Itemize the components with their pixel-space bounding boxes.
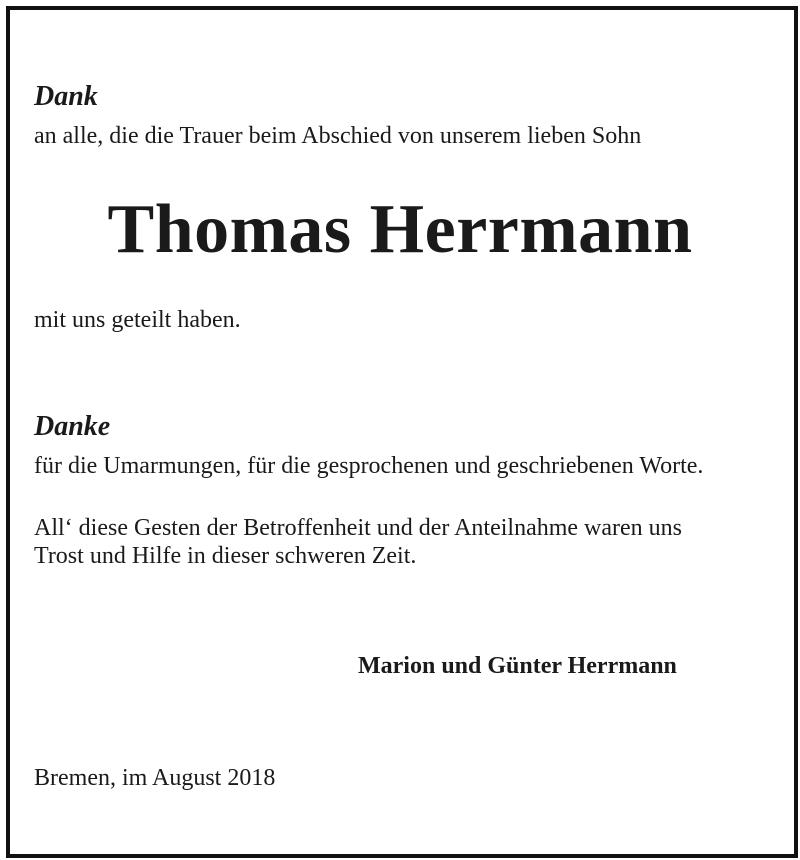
shared-line: mit uns geteilt haben. <box>34 307 241 333</box>
thanks-line: für die Umarmungen, für die gesprochenen und geschriebenen Worte. <box>34 453 704 479</box>
heading-dank: Dank <box>34 81 98 112</box>
gestures-line-1: All‘ diese Gesten der Betroffenheit und der Anteilnahme waren uns <box>34 515 683 541</box>
signature: Marion und Günter Herrmann <box>358 653 677 679</box>
deceased-name: Thomas Herrmann <box>107 191 693 268</box>
intro-line: an alle, die die Trauer beim Abschied von unserem lieben Sohn <box>34 123 642 149</box>
heading-danke: Danke <box>34 411 111 442</box>
place-date: Bremen, im August 2018 <box>34 765 276 791</box>
gestures-line-2: Trost und Hilfe in dieser schweren Zeit. <box>34 543 417 569</box>
